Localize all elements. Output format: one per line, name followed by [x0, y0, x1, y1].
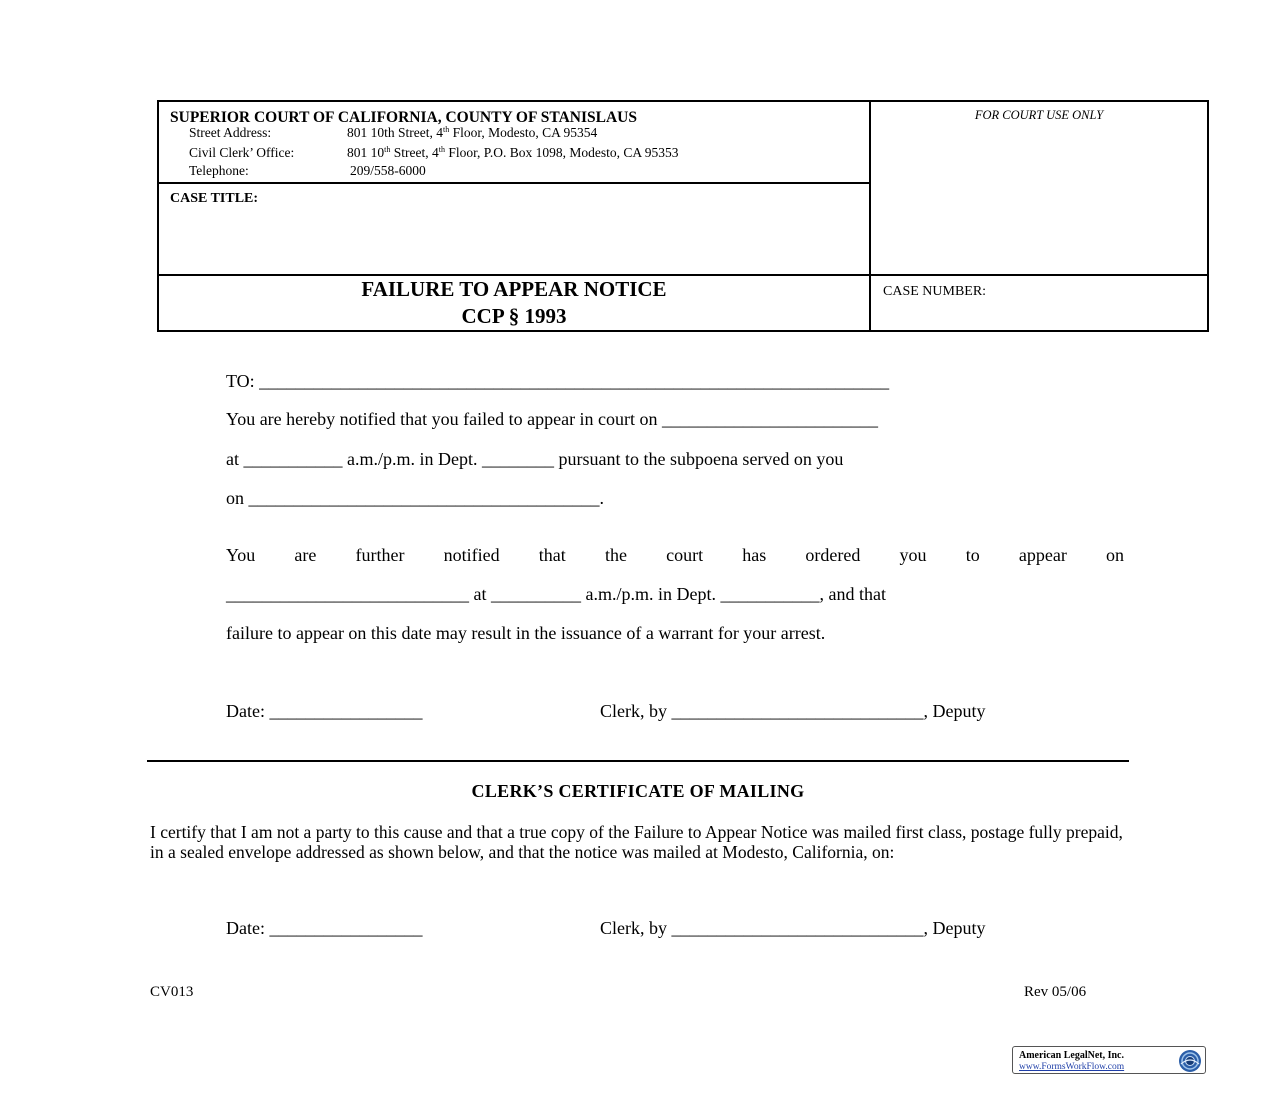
- globe-logo-icon: [1177, 1048, 1203, 1074]
- failed-to-appear-line: You are hereby notified that you failed to appear in court on ________________________: [226, 409, 879, 429]
- word: You: [226, 545, 256, 565]
- street-address-value: 801 10th Street, 4th Floor, Modesto, CA 95354: [347, 125, 598, 140]
- document-statute: CCP § 1993: [461, 304, 567, 328]
- word: appear: [1018, 545, 1067, 565]
- word: that: [538, 545, 566, 565]
- section-separator: [147, 760, 1129, 762]
- word: notified: [443, 545, 500, 565]
- notice-clerk-signature-field: Clerk, by ____________________________, Deputy: [600, 701, 986, 721]
- revision-date: Rev 05/06: [1024, 984, 1087, 1000]
- time-dept-line: at ___________ a.m./p.m. in Dept. ________ pursuant to the subpoena served on you: [226, 449, 844, 469]
- word: further: [355, 545, 405, 565]
- court-name: SUPERIOR COURT OF CALIFORNIA, COUNTY OF STANISLAUS: [170, 109, 637, 126]
- document-title: FAILURE TO APPEAR NOTICE: [361, 277, 667, 301]
- certificate-clerk-signature-field: Clerk, by ____________________________, Deputy: [600, 918, 986, 938]
- caption-divider-court: [157, 182, 870, 184]
- publisher-link[interactable]: www.FormsWorkFlow.com: [1019, 1062, 1125, 1072]
- certificate-date-field: Date: _________________: [226, 918, 423, 938]
- telephone-label: Telephone:: [189, 163, 249, 178]
- word: ordered: [805, 545, 861, 565]
- publisher-badge: [1012, 1046, 1206, 1074]
- appear-date-dept-line: ___________________________ at __________ a.m./p.m. in Dept. ___________, and that: [226, 584, 886, 604]
- caption-divider-vertical: [869, 100, 871, 332]
- certificate-body: I certify that I am not a party to this cause and that a true copy of the Failure to Appear Notice was mailed first class, postage fully prepaid, in a sealed envelope addressed as shown below, and that the notice was mailed at Modesto, California, on:: [150, 822, 1123, 862]
- telephone-value: 209/558-6000: [350, 163, 426, 178]
- word: court: [666, 545, 704, 565]
- case-number-label: CASE NUMBER:: [883, 284, 987, 299]
- court-use-only-label: FOR COURT USE ONLY: [974, 108, 1104, 122]
- word: to: [965, 545, 980, 565]
- word: you: [899, 545, 927, 565]
- form-code: CV013: [150, 984, 194, 1000]
- certificate-title: CLERK’S CERTIFICATE OF MAILING: [471, 781, 805, 801]
- to-line: TO: ______________________________________________________________________: [226, 371, 890, 391]
- warrant-warning-line: failure to appear on this date may result in the issuance of a warrant for your arrest.: [226, 623, 826, 643]
- word: the: [604, 545, 627, 565]
- case-title-label: CASE TITLE:: [170, 191, 259, 206]
- caption-divider-title: [157, 274, 1209, 276]
- further-notified-line: [226, 545, 1124, 566]
- notice-date-field: Date: _________________: [226, 701, 423, 721]
- served-on-line: on _______________________________________.: [226, 488, 604, 508]
- publisher-name: American LegalNet, Inc.: [1019, 1050, 1124, 1061]
- street-address-label: Street Address:: [189, 125, 272, 140]
- civil-clerk-office-value: 801 10th Street, 4th Floor, P.O. Box 1098, Modesto, CA 95353: [347, 145, 679, 160]
- word: are: [294, 545, 317, 565]
- civil-clerk-office-label: Civil Clerk’ Office:: [189, 145, 295, 160]
- word: on: [1105, 545, 1124, 565]
- word: has: [742, 545, 767, 565]
